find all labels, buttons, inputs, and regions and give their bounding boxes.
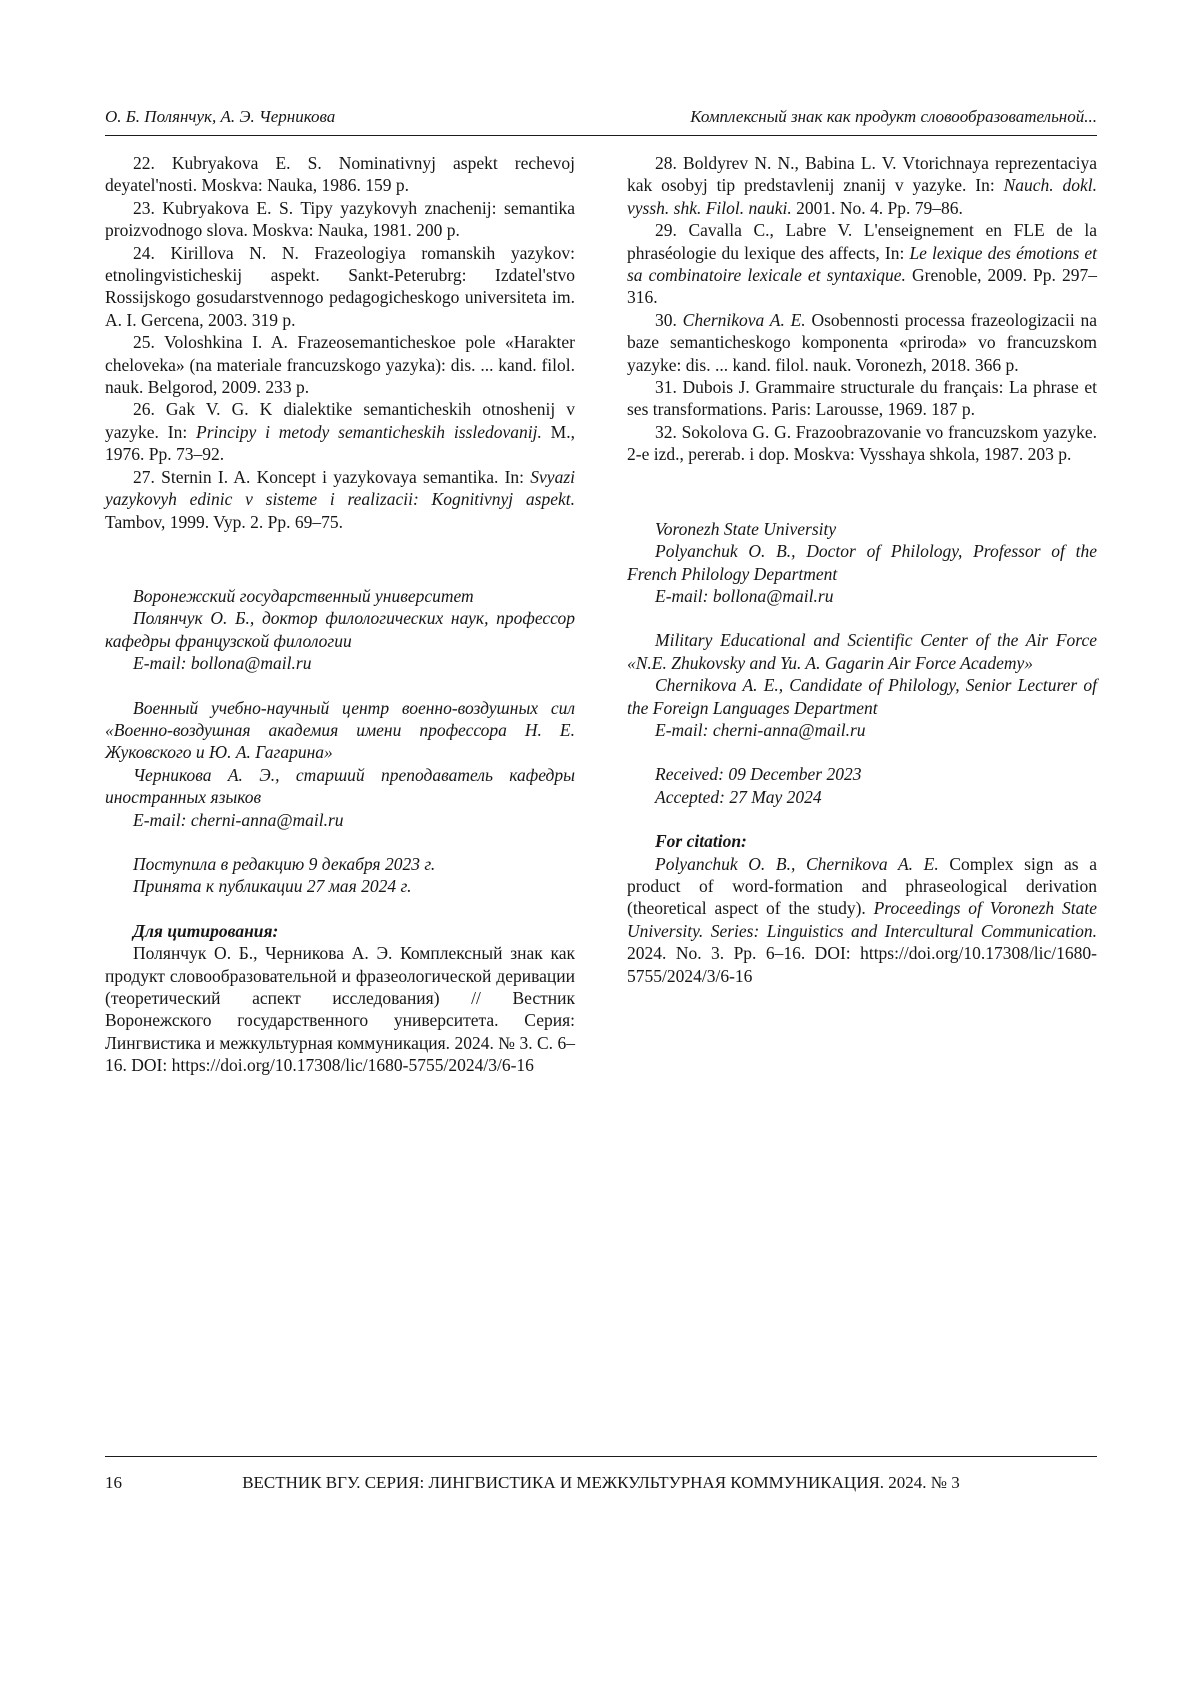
- right-column: [627, 152, 1097, 1077]
- left-column: [105, 152, 575, 1077]
- received-line: [627, 763, 1097, 785]
- text-run: Черникова А. Э., старший преподаватель кафедры иностранных языков: [105, 764, 575, 808]
- text-run: Для цитирования:: [133, 920, 279, 941]
- text-run: Nauch. dokl. vyssh. shk. Filol. nauki.: [627, 175, 1097, 218]
- reference-item: [105, 242, 575, 332]
- reference-item: [627, 421, 1097, 466]
- citation-heading: [627, 830, 1097, 852]
- reference-item: [105, 331, 575, 398]
- affiliation-org: [105, 697, 575, 764]
- reference-item: [627, 219, 1097, 309]
- email-text: E-mail: bollona@mail.ru: [133, 653, 312, 674]
- text-run: Received: 09 December 2023: [655, 764, 862, 785]
- page-number: 16: [105, 1473, 122, 1492]
- reference-item: [105, 152, 575, 197]
- two-column-body: [105, 152, 1097, 1077]
- text-run: Воронежский государственный университет: [133, 585, 474, 606]
- reference-item: [627, 152, 1097, 219]
- email-text: E-mail: cherni-anna@mail.ru: [655, 719, 866, 740]
- text-run: Принята к публикации 27 мая 2024 г.: [133, 876, 412, 897]
- affiliation-person: [627, 540, 1097, 585]
- text-run: Полянчук О. Б., доктор филологических наук, профессор кафедры французской филологии: [105, 608, 575, 651]
- text-run: M., 1976. Pp. 73–92.: [105, 421, 575, 465]
- reference-item: [627, 376, 1097, 421]
- affiliation-org: [627, 518, 1097, 540]
- text-run: 23. Kubryakova E. S. Tipy yazykovyh znachenij: semantika proizvodnogo slova. Moskva: Nauka, 1981. 200 p.: [105, 197, 575, 241]
- references-left: [105, 152, 575, 533]
- text-run: 31. Dubois J. Grammaire structurale du français: La phrase et ses transformations. Paris: Larousse, 1969. 187 p.: [627, 377, 1097, 420]
- email-line: [105, 652, 575, 674]
- affiliations-right: [627, 518, 1097, 987]
- text-run: 30.: [655, 309, 683, 330]
- text-run: 25. Voloshkina I. A. Frazeosemanticheskoe pole «Harakter cheloveka» (na materiale francuzskogo yazyka): dis. ... kand. filol. nauk. Belgorod, 2009. 233 p.: [105, 332, 575, 398]
- text-run: 27. Sternin I. A. Koncept i yazykovaya semantika. In:: [133, 466, 531, 487]
- reference-item: [105, 398, 575, 465]
- text-run: Osobennosti processa frazeologizacii na baze semanticheskogo komponenta «priroda» vo francuzskom yazyke: dis. ... kand. filol. nauk. Voronezh, 2018. 366 p.: [627, 309, 1097, 375]
- email-line: [105, 809, 575, 831]
- text-run: Поступила в редакцию 9 декабря 2023 г.: [133, 853, 436, 874]
- page-footer: [105, 1456, 1097, 1494]
- affiliation-org: [627, 629, 1097, 674]
- text-run: 24. Kirillova N. N. Frazeologiya romanskih yazykov: etnolingvisticheskij aspekt. Sankt-Peterubrg: Izdatel'stvo Rossijskogo gosudarstvennogo pedagogicheskogo universiteta im. A. I. Gercena, 2003. 319 p.: [105, 242, 575, 330]
- accepted-line: [627, 786, 1097, 808]
- text-run: For citation:: [655, 831, 747, 852]
- doi-text: 2024. No. 3. Pp. 6–16. DOI: https://doi.org/10.17308/lic/1680-5755/2024/3/6-16: [627, 943, 1097, 986]
- text-run: Chernikova A. E., Candidate of Philology, Senior Lecturer of the Foreign Languages Department: [627, 675, 1097, 718]
- text-run: Voronezh State University: [655, 518, 837, 539]
- text-run: 26. Gak V. G. K dialektike semanticheskih otnoshenij v yazyke. In:: [105, 399, 575, 442]
- running-header-title: Комплексный знак как продукт словообразовательной...: [690, 107, 1097, 126]
- text-run: Chernikova A. E.: [682, 309, 806, 330]
- affiliation-person: [105, 764, 575, 809]
- text-run: Polyanchuk O. B., Chernikova A. E.: [655, 853, 939, 874]
- text-run: 28. Boldyrev N. N., Babina L. V. Vtorichnaya reprezentaciya kak osobyj tip predstavlenij znanij v yazyke. In:: [627, 153, 1097, 196]
- text-run: Complex sign as a product of word-formation and phraseological derivation (theoretical aspect of the study).: [627, 853, 1097, 919]
- email-line: [627, 719, 1097, 741]
- email-text: E-mail: cherni-anna@mail.ru: [133, 809, 344, 830]
- text-run: Principy i metody semanticheskih issledovanij.: [196, 421, 542, 442]
- text-run: Accepted: 27 May 2024: [655, 786, 822, 807]
- accepted-line: [105, 875, 575, 897]
- doi-text: Полянчук О. Б., Черникова А. Э. Комплексный знак как продукт словообразовательной и фразеологической деривации (теоретический аспект исследования) // Вестник Воронежского государственного университета. Серия: Лингвистика и межкультурная коммуникация. 2024. № 3. С. 6–16. DOI: https://doi.org/10.17308/lic/1680-5755/2024/3/6-16: [105, 943, 575, 1076]
- text-run: Le lexique des émotions et sa combinatoire lexicale et syntaxique.: [627, 242, 1097, 286]
- text-run: Военный учебно-научный центр военно-воздушных сил «Военно-воздушная академия имени профессора Н. Е. Жуковского и Ю. А. Гагарина»: [105, 697, 575, 763]
- received-line: [105, 853, 575, 875]
- text-run: 22. Kubryakova E. S. Nominativnyj aspekt rechevoj deyatel'nosti. Moskva: Nauka, 1986. 159 p.: [105, 153, 575, 196]
- affiliations-left: [105, 585, 575, 1077]
- affiliation-person: [627, 674, 1097, 719]
- text-run: Proceedings of Voronezh State University. Series: Linguistics and Intercultural Communication.: [627, 898, 1097, 941]
- references-right: [627, 152, 1097, 466]
- citation-heading: [105, 920, 575, 942]
- text-run: 32. Sokolova G. G. Frazoobrazovanie vo francuzskom yazyke. 2-e izd., pererab. i dop. Moskva: Vysshaya shkola, 1987. 203 p.: [627, 421, 1097, 465]
- text-run: Polyanchuk O. B., Doctor of Philology, Professor of the French Philology Department: [627, 541, 1097, 584]
- citation-text: [627, 853, 1097, 987]
- journal-title: ВЕСТНИК ВГУ. СЕРИЯ: ЛИНГВИСТИКА И МЕЖКУЛЬТУРНАЯ КОММУНИКАЦИЯ. 2024. № 3: [242, 1473, 960, 1492]
- text-run: Grenoble, 2009. Pp. 297–316.: [627, 265, 1097, 308]
- email-line: [627, 585, 1097, 607]
- affiliation-person: [105, 607, 575, 652]
- reference-item: [105, 197, 575, 242]
- text-run: 2001. No. 4. Pp. 79–86.: [791, 197, 963, 218]
- text-run: 29. Cavalla C., Labre V. L'enseignement en FLE de la phraséologie du lexique des affects, In:: [627, 220, 1097, 263]
- email-text: E-mail: bollona@mail.ru: [655, 585, 834, 606]
- text-run: Tambov, 1999. Vyp. 2. Pp. 69–75.: [105, 511, 343, 532]
- text-run: Military Educational and Scientific Center of the Air Force «N.E. Zhukovsky and Yu. A. Gagarin Air Force Academy»: [627, 630, 1097, 673]
- running-header: [105, 106, 1097, 136]
- reference-item: [105, 466, 575, 533]
- affiliation-org: [105, 585, 575, 607]
- running-header-authors: О. Б. Полянчук, А. Э. Черникова: [105, 107, 336, 126]
- citation-text: [105, 942, 575, 1076]
- reference-item: [627, 309, 1097, 376]
- text-run: Svyazi yazykovyh edinic v sisteme i realizacii: Kognitivnyj aspekt.: [105, 466, 575, 510]
